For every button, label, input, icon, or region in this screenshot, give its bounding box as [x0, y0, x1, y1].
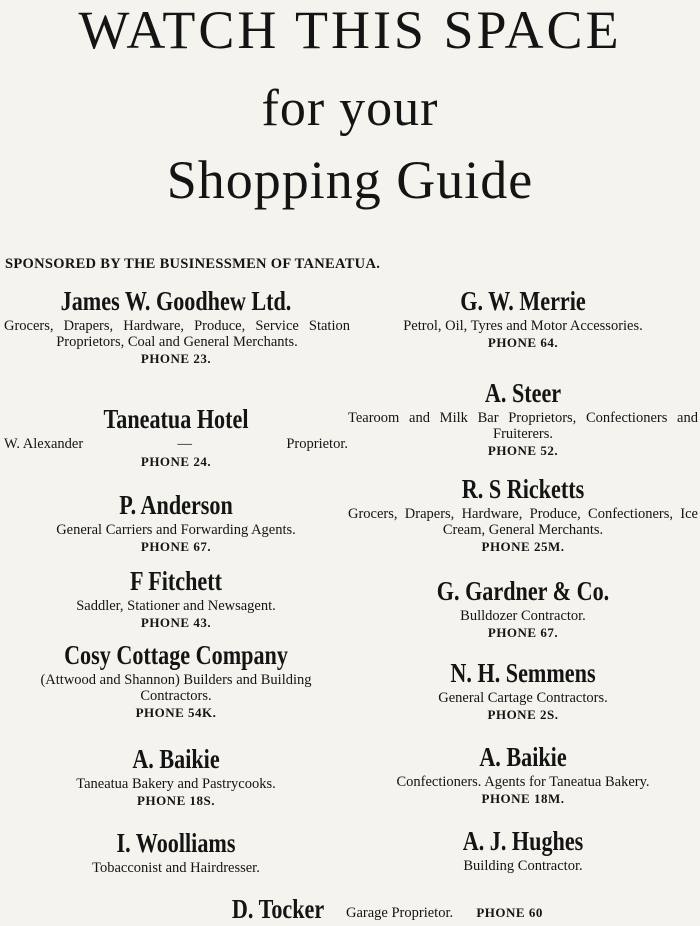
listing-tocker	[0, 892, 346, 926]
business-phone: PHONE 24.	[140, 454, 212, 469]
business-phone: PHONE 43.	[140, 615, 212, 630]
proprietor-line	[0, 436, 352, 453]
business-phone: PHONE 2S.	[487, 707, 559, 722]
listing-merrie	[346, 284, 700, 376]
business-name: A. J. Hughes	[462, 826, 584, 856]
listing-anderson	[0, 488, 352, 564]
business-desc: Grocers, Drapers, Hardware, Produce, Confectioners, Ice Cream, General Merchants.	[348, 506, 698, 538]
listing-fitchett	[0, 564, 352, 638]
business-desc: Petrol, Oil, Tyres and Motor Accessories.	[403, 318, 643, 334]
business-desc: General Carriers and Forwarding Agents.	[56, 522, 296, 538]
listing-taneatua-hotel	[0, 402, 352, 488]
headline-watch-this-space: WATCH THIS SPACE	[78, 0, 622, 60]
business-desc: (Attwood and Shannon) Builders and Building Contractors.	[40, 672, 312, 704]
proprietor-dash: —	[177, 436, 193, 452]
tocker-phone: PHONE 60	[476, 905, 543, 920]
business-name: A. Baikie	[479, 742, 567, 772]
proprietor-name: W. Alexander	[4, 436, 84, 452]
business-desc: General Cartage Contractors.	[438, 690, 608, 706]
business-phone: PHONE 67.	[487, 625, 559, 640]
business-name: D. Tocker	[232, 894, 325, 924]
business-desc: Saddler, Stationer and Newsagent.	[76, 598, 276, 614]
business-name: A. Steer	[484, 378, 562, 408]
business-phone: PHONE 23.	[140, 351, 212, 366]
business-name: G. Gardner & Co.	[436, 576, 610, 606]
business-name: Taneatua Hotel	[103, 404, 249, 434]
listing-baikie-left	[0, 742, 352, 826]
business-phone: PHONE 25M.	[481, 539, 565, 554]
business-name: Cosy Cottage Company	[64, 640, 288, 670]
business-desc: Confectioners. Agents for Taneatua Bakery.	[396, 774, 650, 790]
listing-goodhew	[0, 284, 352, 402]
business-phone: PHONE 52.	[487, 443, 559, 458]
listing-steer	[346, 376, 700, 472]
listing-ricketts	[346, 472, 700, 574]
business-name: P. Anderson	[119, 490, 233, 520]
business-desc: Tearoom and Milk Bar Proprietors, Confectioners and Fruiterers.	[348, 410, 698, 442]
tocker-detail-line	[346, 904, 700, 922]
business-name: F Fitchett	[129, 566, 222, 596]
business-phone: PHONE 67.	[140, 539, 212, 554]
business-name: R. S Ricketts	[461, 474, 585, 504]
business-desc: Taneatua Bakery and Pastrycooks.	[76, 776, 276, 792]
business-name: A. Baikie	[132, 744, 220, 774]
left-column	[0, 284, 352, 886]
business-name: N. H. Semmens	[450, 658, 596, 688]
listing-baikie-right	[346, 740, 700, 824]
tocker-desc: Garage Proprietor.	[346, 905, 454, 921]
business-name: G. W. Merrie	[460, 286, 586, 316]
business-desc: Building Contractor.	[463, 858, 583, 874]
business-name: James W. Goodhew Ltd.	[60, 286, 292, 316]
listing-semmens	[346, 656, 700, 740]
listing-woolliams	[0, 826, 352, 886]
headline-for-your: for your	[261, 80, 439, 137]
listing-gardner	[346, 574, 700, 656]
proprietor-title: Proprietor.	[286, 436, 348, 452]
business-name: I. Woolliams	[116, 828, 236, 858]
right-column	[346, 284, 700, 884]
business-phone: PHONE 54K.	[135, 705, 217, 720]
listing-hughes	[346, 824, 700, 884]
headline-shopping-guide: Shopping Guide	[166, 150, 534, 210]
business-desc: Tobacconist and Hairdresser.	[92, 860, 260, 876]
listing-cosy-cottage	[0, 638, 352, 742]
business-desc: Grocers, Drapers, Hardware, Produce, Service Station Proprietors, Coal and General Merchants.	[4, 318, 350, 350]
business-desc: Bulldozer Contractor.	[460, 608, 586, 624]
business-phone: PHONE 18S.	[137, 793, 215, 808]
business-phone: PHONE 18M.	[481, 791, 565, 806]
business-phone: PHONE 64.	[487, 335, 559, 350]
sponsor-line: SPONSORED BY THE BUSINESSMEN OF TANEATUA.	[5, 256, 381, 272]
